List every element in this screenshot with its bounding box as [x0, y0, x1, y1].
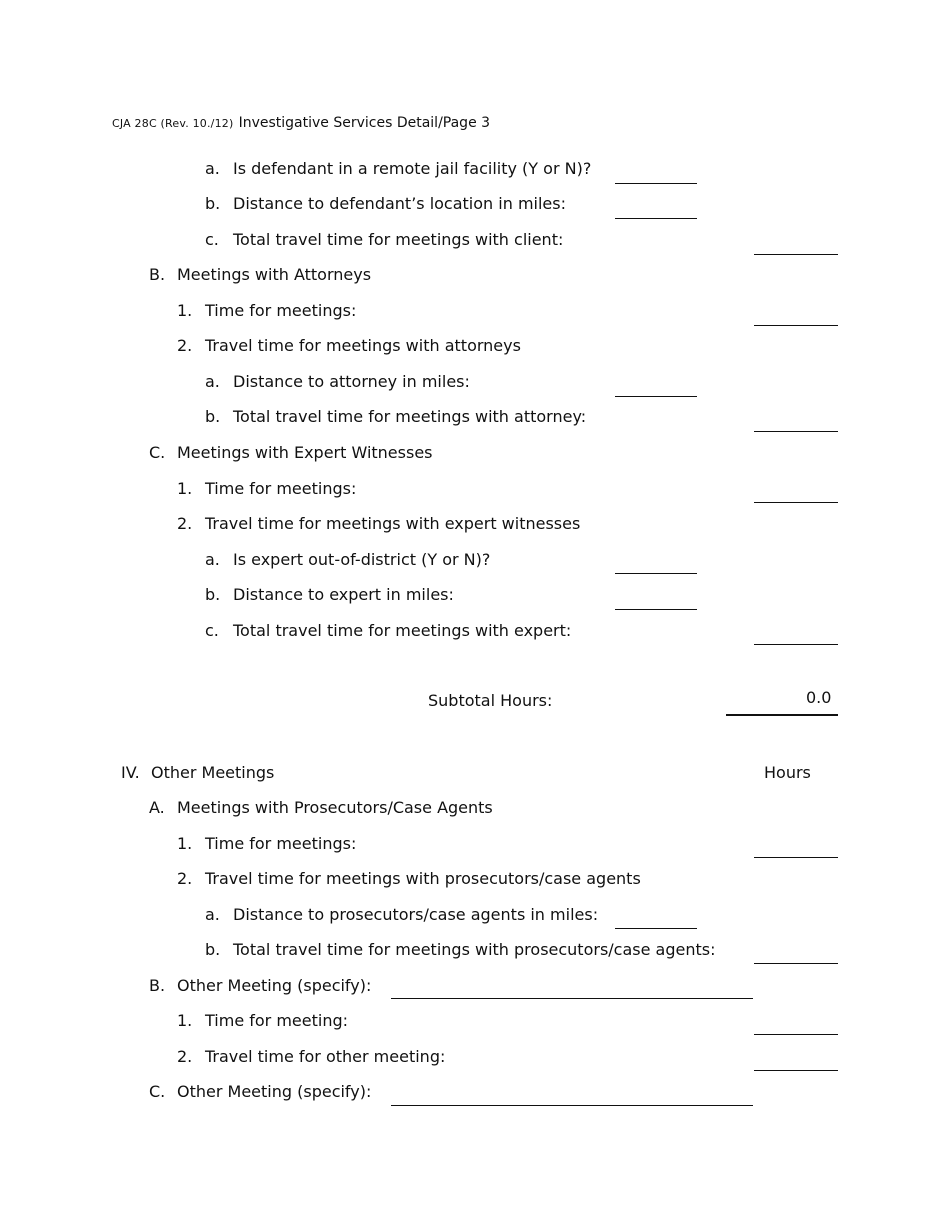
- other-meeting-c-specify-field[interactable]: [391, 1105, 753, 1106]
- item-marker: A.: [149, 798, 165, 817]
- client-travel-hours-field[interactable]: [754, 254, 838, 255]
- item-marker: B.: [149, 976, 166, 995]
- item-label: Is expert out-of-district (Y or N)?: [233, 550, 491, 569]
- list-item: [205, 545, 490, 575]
- section-heading: [121, 758, 274, 788]
- item-label: Distance to prosecutors/case agents in miles:: [233, 905, 599, 924]
- item-label: Is defendant in a remote jail facility (Y or N)?: [233, 159, 592, 178]
- item-marker: b.: [205, 407, 221, 426]
- item-marker: C.: [149, 443, 166, 462]
- item-label: Distance to expert in miles:: [233, 585, 454, 604]
- subtotal-label: Subtotal Hours:: [428, 691, 553, 710]
- page-title: Investigative Services Detail/Page 3: [238, 115, 491, 131]
- section-label: Other Meetings: [151, 763, 275, 782]
- list-item: [149, 438, 433, 468]
- hours-column-header: Hours: [764, 763, 811, 782]
- prosecutor-distance-field[interactable]: [615, 928, 697, 929]
- other-meeting-hours-field[interactable]: [754, 1034, 838, 1035]
- expert-out-of-district-field[interactable]: [615, 573, 697, 574]
- form-code: CJA 28C (Rev. 10./12): [112, 117, 234, 130]
- list-item: [177, 1006, 348, 1036]
- item-label: Time for meeting:: [205, 1011, 349, 1030]
- list-item: [177, 1042, 445, 1072]
- defendant-distance-field[interactable]: [615, 218, 697, 219]
- item-marker: 2.: [177, 514, 193, 533]
- item-marker: a.: [205, 159, 220, 178]
- item-marker: B.: [149, 265, 166, 284]
- item-label: Meetings with Prosecutors/Case Agents: [177, 798, 493, 817]
- item-label: Travel time for meetings with attorneys: [205, 336, 521, 355]
- item-marker: 2.: [177, 1047, 193, 1066]
- item-label: Travel time for other meeting:: [205, 1047, 446, 1066]
- prosecutor-travel-hours-field[interactable]: [754, 963, 838, 964]
- item-label: Distance to defendant’s location in miles:: [233, 194, 566, 213]
- list-item: [177, 864, 641, 894]
- list-item: [149, 793, 493, 823]
- remote-jail-field[interactable]: [615, 183, 697, 184]
- list-item: [177, 474, 356, 504]
- list-item: [205, 616, 571, 646]
- list-item: [205, 225, 563, 255]
- list-item: [177, 829, 356, 859]
- section-marker: IV.: [121, 763, 140, 782]
- item-marker: C.: [149, 1082, 166, 1101]
- item-label: Travel time for meetings with prosecutors/case agents: [205, 869, 641, 888]
- list-item: [205, 900, 598, 930]
- list-item: [205, 935, 715, 965]
- list-item: [177, 296, 356, 326]
- item-marker: b.: [205, 585, 221, 604]
- item-marker: 1.: [177, 301, 193, 320]
- attorney-meeting-hours-field[interactable]: [754, 325, 838, 326]
- item-label: Travel time for meetings with expert witnesses: [205, 514, 581, 533]
- item-label: Distance to attorney in miles:: [233, 372, 470, 391]
- list-item: [205, 189, 566, 219]
- item-marker: b.: [205, 940, 221, 959]
- item-label: Time for meetings:: [205, 834, 357, 853]
- item-marker: 1.: [177, 479, 193, 498]
- item-label: Other Meeting (specify):: [177, 976, 372, 995]
- attorney-travel-hours-field[interactable]: [754, 431, 838, 432]
- item-label: Total travel time for meetings with client:: [233, 230, 564, 249]
- item-marker: c.: [205, 230, 219, 249]
- item-label: Total travel time for meetings with attorney:: [233, 407, 587, 426]
- other-meeting-travel-hours-field[interactable]: [754, 1070, 838, 1071]
- item-marker: 1.: [177, 834, 193, 853]
- expert-meeting-hours-field[interactable]: [754, 502, 838, 503]
- page-header: [112, 112, 490, 131]
- item-marker: c.: [205, 621, 219, 640]
- subtotal-value: 0.0: [806, 688, 832, 707]
- item-marker: 2.: [177, 869, 193, 888]
- item-label: Total travel time for meetings with prosecutors/case agents:: [233, 940, 716, 959]
- item-label: Other Meeting (specify):: [177, 1082, 372, 1101]
- list-item: [177, 331, 521, 361]
- list-item: [205, 402, 586, 432]
- item-label: Total travel time for meetings with expert:: [233, 621, 572, 640]
- item-marker: 1.: [177, 1011, 193, 1030]
- other-meeting-b-specify-field[interactable]: [391, 998, 753, 999]
- item-marker: a.: [205, 905, 220, 924]
- list-item: [177, 509, 580, 539]
- list-item: [149, 971, 371, 1001]
- list-item: [149, 260, 371, 290]
- expert-travel-hours-field[interactable]: [754, 644, 838, 645]
- subtotal-line: [726, 714, 838, 716]
- list-item: [205, 154, 591, 184]
- attorney-distance-field[interactable]: [615, 396, 697, 397]
- item-label: Meetings with Expert Witnesses: [177, 443, 433, 462]
- item-marker: a.: [205, 550, 220, 569]
- list-item: [205, 580, 454, 610]
- list-item: [149, 1077, 371, 1107]
- item-marker: b.: [205, 194, 221, 213]
- list-item: [205, 367, 470, 397]
- expert-distance-field[interactable]: [615, 609, 697, 610]
- item-label: Meetings with Attorneys: [177, 265, 372, 284]
- item-label: Time for meetings:: [205, 479, 357, 498]
- item-label: Time for meetings:: [205, 301, 357, 320]
- item-marker: 2.: [177, 336, 193, 355]
- prosecutor-meeting-hours-field[interactable]: [754, 857, 838, 858]
- item-marker: a.: [205, 372, 220, 391]
